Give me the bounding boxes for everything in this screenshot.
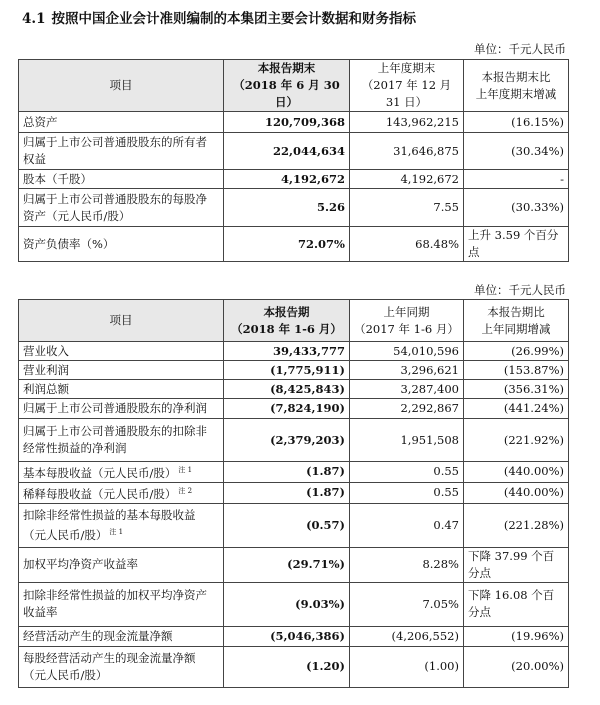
header-item: 项目 [19, 300, 224, 342]
change-value: - [464, 170, 569, 189]
table-row [19, 626, 569, 646]
previous-value: 2,292,867 [350, 399, 464, 419]
table1-body [19, 112, 569, 262]
row-item-label: 扣除非经常性损益的基本每股收益 （元人民币/股） $^{注 1}$ [19, 503, 224, 547]
header-change: 本报告期末比 上年度期末增减 [464, 60, 569, 112]
change-value: (153.87%) [464, 361, 569, 380]
row-item-label: 经营活动产生的现金流量净额 [19, 626, 224, 646]
current-value: 22,044,634 [224, 133, 350, 170]
table-row [19, 582, 569, 626]
current-value: (1.87) [224, 462, 350, 483]
table-row [19, 112, 569, 133]
income-table [18, 299, 569, 688]
header-current: 本报告期末 （2018 年 6 月 30 日） [224, 60, 350, 112]
previous-value: 0.55 [350, 462, 464, 483]
table-row [19, 227, 569, 262]
previous-value: 3,296,621 [350, 361, 464, 380]
previous-value: 0.55 [350, 482, 464, 503]
row-item-label: 营业收入 [19, 342, 224, 361]
previous-value: 8.28% [350, 547, 464, 582]
table-row [19, 419, 569, 462]
previous-value: 1,951,508 [350, 419, 464, 462]
table-row [19, 361, 569, 380]
previous-value: 54,010,596 [350, 342, 464, 361]
change-value: (441.24%) [464, 399, 569, 419]
table-row [19, 133, 569, 170]
header-change: 本报告期比 上年同期增减 [464, 300, 569, 342]
change-value: (26.99%) [464, 342, 569, 361]
row-item-label: 加权平均净资产收益率 [19, 547, 224, 582]
current-value: 5.26 [224, 189, 350, 227]
table-row [19, 646, 569, 687]
current-value: (7,824,190) [224, 399, 350, 419]
footnote-marker: 注 2 [178, 486, 193, 495]
previous-value: 3,287,400 [350, 380, 464, 399]
current-value: (29.71%) [224, 547, 350, 582]
change-value: (356.31%) [464, 380, 569, 399]
current-value: (1.87) [224, 482, 350, 503]
change-value: (19.96%) [464, 626, 569, 646]
current-value: 120,709,368 [224, 112, 350, 133]
change-value: (20.00%) [464, 646, 569, 687]
row-item-label: 利润总额 [19, 380, 224, 399]
row-item-label: 资产负债率（%） [19, 227, 224, 262]
change-value: (16.15%) [464, 112, 569, 133]
current-value: (2,379,203) [224, 419, 350, 462]
current-value: 39,433,777 [224, 342, 350, 361]
previous-value: 7.05% [350, 582, 464, 626]
table2-unit: 单位：千元人民币 [474, 283, 566, 297]
table2-body [19, 342, 569, 688]
change-value: (440.00%) [464, 462, 569, 483]
section-number: 4.1 [22, 11, 46, 27]
row-item-label: 归属于上市公司普通股股东的净利润 [19, 399, 224, 419]
previous-value: 68.48% [350, 227, 464, 262]
table-row [19, 189, 569, 227]
previous-value: (1.00) [350, 646, 464, 687]
previous-value: 143,962,215 [350, 112, 464, 133]
current-value: (9.03%) [224, 582, 350, 626]
table-row [19, 462, 569, 483]
table-row [19, 399, 569, 419]
header-previous: 上年度期末 （2017 年 12 月 31 日） [350, 60, 464, 112]
current-value: (1.20) [224, 646, 350, 687]
current-value: (0.57) [224, 503, 350, 547]
previous-value: 4,192,672 [350, 170, 464, 189]
row-item-label: 扣除非经常性损益的加权平均净资产 收益率 [19, 582, 224, 626]
previous-value: 0.47 [350, 503, 464, 547]
change-value: (440.00%) [464, 482, 569, 503]
change-value: 下降 37.99 个百分点 [464, 547, 569, 582]
table-row [19, 380, 569, 399]
row-item-label: 总资产 [19, 112, 224, 133]
header-item: 项目 [19, 60, 224, 112]
change-value: (221.28%) [464, 503, 569, 547]
row-item-label: 股本（千股） [19, 170, 224, 189]
header-current: 本报告期 （2018 年 1-6 月） [224, 300, 350, 342]
row-item-label: 营业利润 [19, 361, 224, 380]
row-item-label: 稀释每股收益（元人民币/股） $^{注 2}$ [19, 482, 224, 503]
section-title-text: 按照中国企业会计准则编制的本集团主要会计数据和财务指标 [51, 11, 416, 27]
table1-unit: 单位：千元人民币 [474, 42, 566, 56]
current-value: 72.07% [224, 227, 350, 262]
balance-sheet-table [18, 59, 569, 262]
change-value: 上升 3.59 个百分点 [464, 227, 569, 262]
footnote-marker: 注 1 [109, 527, 124, 536]
row-item-label: 归属于上市公司普通股股东的扣除非 经常性损益的净利润 [19, 419, 224, 462]
table-row [19, 170, 569, 189]
table-row [19, 503, 569, 547]
current-value: 4,192,672 [224, 170, 350, 189]
header-previous: 上年同期 （2017 年 1-6 月） [350, 300, 464, 342]
table-row [19, 547, 569, 582]
row-item-label: 归属于上市公司普通股股东的所有者 权益 [19, 133, 224, 170]
current-value: (5,046,386) [224, 626, 350, 646]
section-title [22, 7, 416, 27]
row-item-label: 每股经营活动产生的现金流量净额 （元人民币/股） [19, 646, 224, 687]
current-value: (1,775,911) [224, 361, 350, 380]
change-value: (30.33%) [464, 189, 569, 227]
current-value: (8,425,843) [224, 380, 350, 399]
previous-value: 31,646,875 [350, 133, 464, 170]
table-row [19, 482, 569, 503]
previous-value: (4,206,552) [350, 626, 464, 646]
change-value: (221.92%) [464, 419, 569, 462]
footnote-marker: 注 1 [178, 466, 193, 474]
table-row [19, 342, 569, 361]
change-value: (30.34%) [464, 133, 569, 170]
change-value: 下降 16.08 个百分点 [464, 582, 569, 626]
row-item-label: 归属于上市公司普通股股东的每股净 资产（元人民币/股） [19, 189, 224, 227]
row-item-label: 基本每股收益（元人民币/股） $^{注 1}$ [19, 462, 224, 483]
previous-value: 7.55 [350, 189, 464, 227]
